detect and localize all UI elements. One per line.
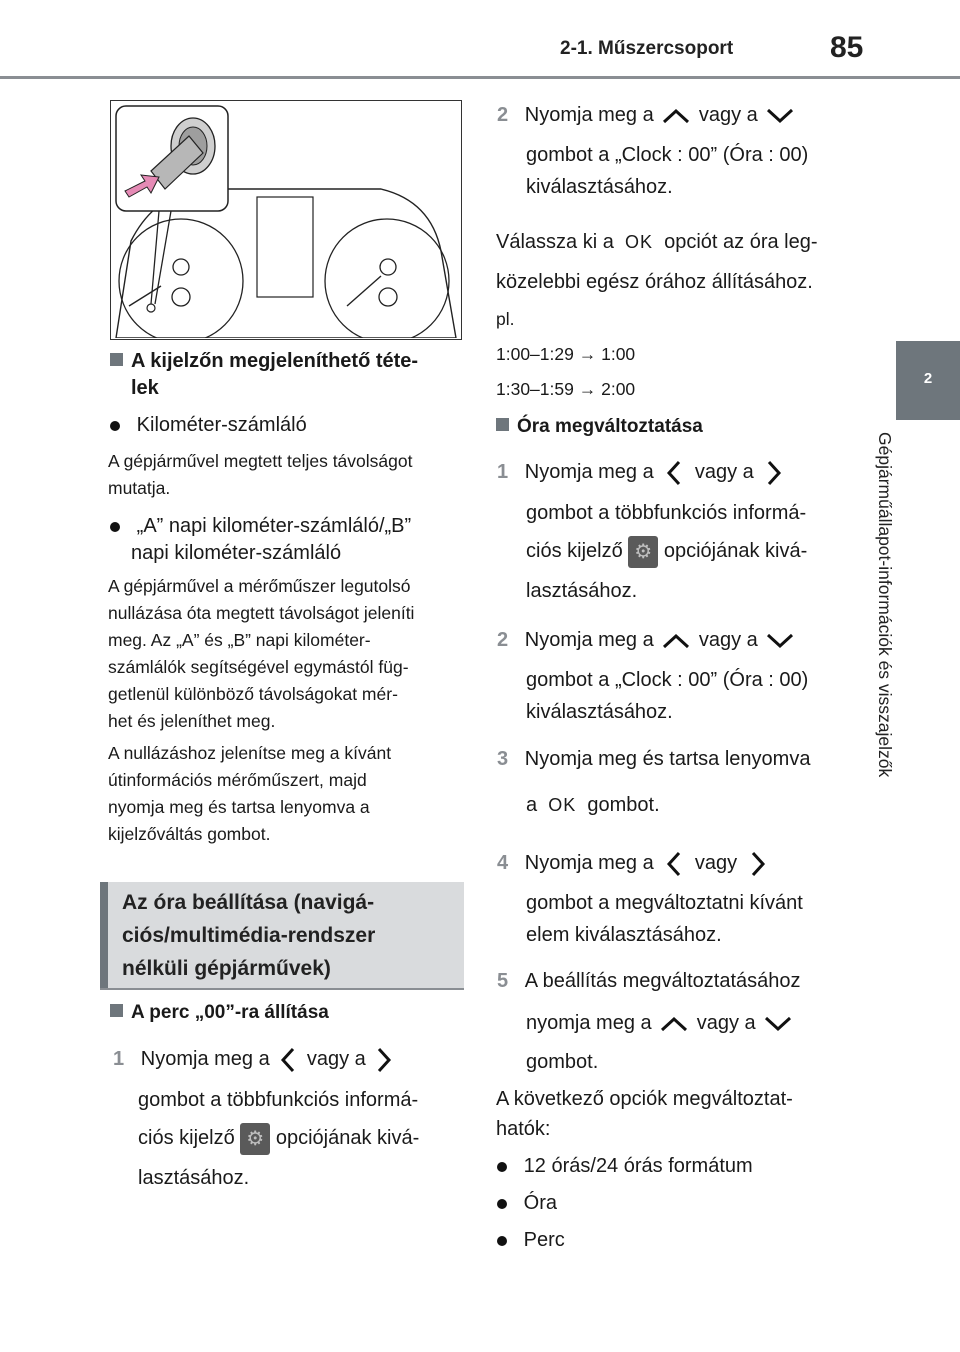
step-number: 1: [497, 461, 509, 483]
step-text: vagy a: [698, 104, 758, 126]
section-heading-line: ciós/multimédia-rendszer: [122, 924, 376, 947]
step-1-hour: [497, 456, 789, 489]
step-text: Nyomja meg a: [524, 629, 654, 651]
step-text: vagy a: [698, 629, 758, 651]
chevron-right-icon: [371, 1045, 397, 1075]
bullet-text: Óra: [523, 1192, 558, 1214]
desc-line: A nullázáshoz jelenítse meg a kívánt: [108, 743, 392, 763]
section-heading-bar: [100, 882, 108, 988]
cluster-drawing: [111, 101, 460, 338]
desc-line: számlálók segítségével egymástól füg-: [108, 657, 409, 677]
step-text-line: lasztásához.: [138, 1167, 250, 1189]
chevron-left-icon: [275, 1045, 301, 1075]
bullet-dot: [110, 421, 120, 431]
desc-line: nyomja meg és tartsa lenyomva a: [108, 797, 370, 817]
step-text-line-ok: [526, 789, 660, 822]
chevron-down-icon: [761, 1012, 795, 1036]
bullet-text: „A” napi kilométer-számláló/„B”: [136, 515, 412, 537]
step-4-hour: [497, 847, 773, 880]
step-text-line: gombot a „Clock : 00” (Óra : 00): [526, 144, 809, 166]
body-text: Válassza ki a: [496, 231, 614, 253]
desc-line: getlenül különböző távolságokat mér-: [108, 684, 398, 704]
step-number: 5: [497, 970, 509, 992]
heading-square-marker: [496, 418, 509, 431]
chapter-title-vertical: [874, 432, 934, 852]
step-number: 2: [497, 104, 509, 126]
desc-line: kijelzőváltás gombot.: [108, 824, 271, 844]
step-text: vagy a: [306, 1048, 366, 1070]
step-text-line-gear: [526, 535, 807, 568]
step-number: 1: [113, 1048, 125, 1070]
chevron-right-icon: [759, 458, 789, 488]
page-number: 85: [830, 31, 864, 64]
desc-line: A gépjárművel megtett teljes távolságot: [108, 451, 413, 471]
chevron-down-icon: [763, 629, 797, 653]
desc-reset: [108, 740, 391, 848]
example-range: 1:30–1:59: [496, 379, 574, 399]
subheading-text: A perc „00”-ra állítása: [131, 1002, 329, 1023]
chevron-left-icon: [659, 849, 689, 879]
bullet-format: [497, 1150, 753, 1183]
bullet-odometer: [110, 409, 307, 442]
body-text: közelebbi egész órához állításához.: [496, 271, 813, 293]
step-text: opciójának kivá-: [663, 540, 808, 562]
step-1-minute: [113, 1043, 397, 1076]
bullet-minute: [497, 1224, 565, 1257]
step-text: nyomja meg a: [526, 1012, 652, 1034]
example-result: 2:00: [601, 379, 636, 399]
instrument-cluster-illustration: [110, 100, 462, 340]
chapter-number: 2: [923, 370, 933, 387]
step-text-line-gear: [138, 1122, 419, 1155]
step-text: ciós kijelző: [526, 540, 623, 562]
chapter-title: Gépjárműállapot-információk és visszajelzők: [875, 432, 895, 778]
example-result: 1:00: [601, 344, 636, 364]
step-text-line: gombot a megváltoztatni kívánt: [526, 892, 803, 914]
ok-button-glyph: OK: [624, 232, 653, 252]
section-heading-line: Az óra beállítása (navigá-: [122, 891, 375, 914]
step-text: vagy a: [694, 461, 754, 483]
chevron-right-icon: [743, 849, 773, 879]
bullet-dot: [497, 1162, 507, 1172]
desc-line: nullázása óta megtett távolságot jeleníti: [108, 603, 415, 623]
subheading-text: Óra megváltoztatása: [517, 416, 703, 437]
step-text-line: kiválasztásához.: [526, 701, 673, 723]
step-text: Nyomja meg a: [524, 461, 654, 483]
step-text-line: gombot.: [526, 1051, 599, 1073]
bullet-text-cont: napi kilométer-számláló: [131, 542, 342, 564]
desc-line: meg. Az „A” és „B” napi kilométer-: [108, 630, 371, 650]
step-number: 3: [497, 748, 509, 770]
step-text-line-updown: [526, 1007, 795, 1040]
step-text: Nyomja meg a: [140, 1048, 270, 1070]
step-text: vagy: [694, 852, 738, 874]
example-label: pl.: [496, 309, 515, 329]
chevron-up-icon: [659, 104, 693, 128]
chevron-down-icon: [763, 104, 797, 128]
step-text: Nyomja meg a: [524, 104, 654, 126]
desc-line: mutatja.: [108, 478, 171, 498]
bullet-text: Kilométer-számláló: [136, 414, 307, 436]
desc-line: het és jeleníthet meg.: [108, 711, 276, 731]
step-text: opciójának kivá-: [275, 1127, 420, 1149]
step-text: gombot.: [587, 794, 660, 816]
heading-text: A kijelzőn megjeleníthető téte-: [131, 350, 419, 372]
body-text: opciót az óra leg-: [664, 231, 818, 253]
bullet-hour: [497, 1187, 557, 1220]
step-text-line: gombot a többfunkciós informá-: [526, 502, 807, 524]
example-1: [496, 341, 635, 368]
bullet-dot: [110, 522, 120, 532]
step-text: a: [526, 794, 538, 816]
step-2-hour: [497, 624, 797, 657]
desc-line: A gépjárművel a mérőműszer legutolsó: [108, 576, 411, 596]
header-rule: [0, 76, 960, 79]
example-range: 1:00–1:29: [496, 344, 574, 364]
chevron-up-icon: [657, 1012, 691, 1036]
example-2: [496, 376, 635, 403]
step-text: ciós kijelző: [138, 1127, 235, 1149]
step-text: A beállítás megváltoztatásához: [524, 970, 801, 992]
gear-icon: ⚙: [240, 1123, 270, 1155]
arrow-right-icon: →: [578, 344, 597, 364]
chevron-left-icon: [659, 458, 689, 488]
bullet-text: 12 órás/24 órás formátum: [523, 1155, 753, 1177]
step-text-line: lasztásához.: [526, 580, 638, 602]
step-text-line: elem kiválasztásához.: [526, 924, 722, 946]
heading-text-cont: lek: [131, 377, 159, 399]
step-text-line: gombot a „Clock : 00” (Óra : 00): [526, 669, 809, 691]
desc-trip-meter: [108, 573, 414, 735]
bullet-dot: [497, 1236, 507, 1246]
step-text-line: gombot a többfunkciós informá-: [138, 1089, 419, 1111]
chevron-up-icon: [659, 629, 693, 653]
desc-line: útinformációs mérőműszert, majd: [108, 770, 367, 790]
step-text-line: kiválasztásához.: [526, 176, 673, 198]
desc-odometer: [108, 448, 412, 502]
bullet-dot: [497, 1199, 507, 1209]
step-text: Nyomja meg és tartsa lenyomva: [524, 748, 811, 770]
ok-button-glyph: OK: [548, 795, 577, 815]
step-3-hour: [497, 743, 810, 776]
arrow-right-icon: →: [578, 379, 597, 399]
bullet-text: Perc: [523, 1229, 565, 1251]
step-text: Nyomja meg a: [524, 852, 654, 874]
step-text: vagy a: [696, 1012, 756, 1034]
subheading-minute-reset: [110, 996, 329, 1029]
step-number: 2: [497, 629, 509, 651]
body-text: hatók:: [496, 1118, 551, 1140]
heading-square-marker: [110, 1004, 123, 1017]
choose-ok-line: [496, 226, 818, 259]
body-text: A következő opciók megváltoztat-: [496, 1088, 793, 1110]
subheading-hour-change: [496, 410, 703, 443]
gear-icon: ⚙: [628, 536, 658, 568]
step-number: 4: [497, 852, 509, 874]
heading-square-marker: [110, 353, 123, 366]
step-2-minute: [497, 99, 797, 132]
section-heading: [122, 886, 452, 985]
section-heading-line: nélküli gépjárművek): [122, 957, 331, 980]
step-5-hour: [497, 965, 801, 998]
running-header-section: 2-1. Műszercsoport: [560, 38, 734, 59]
